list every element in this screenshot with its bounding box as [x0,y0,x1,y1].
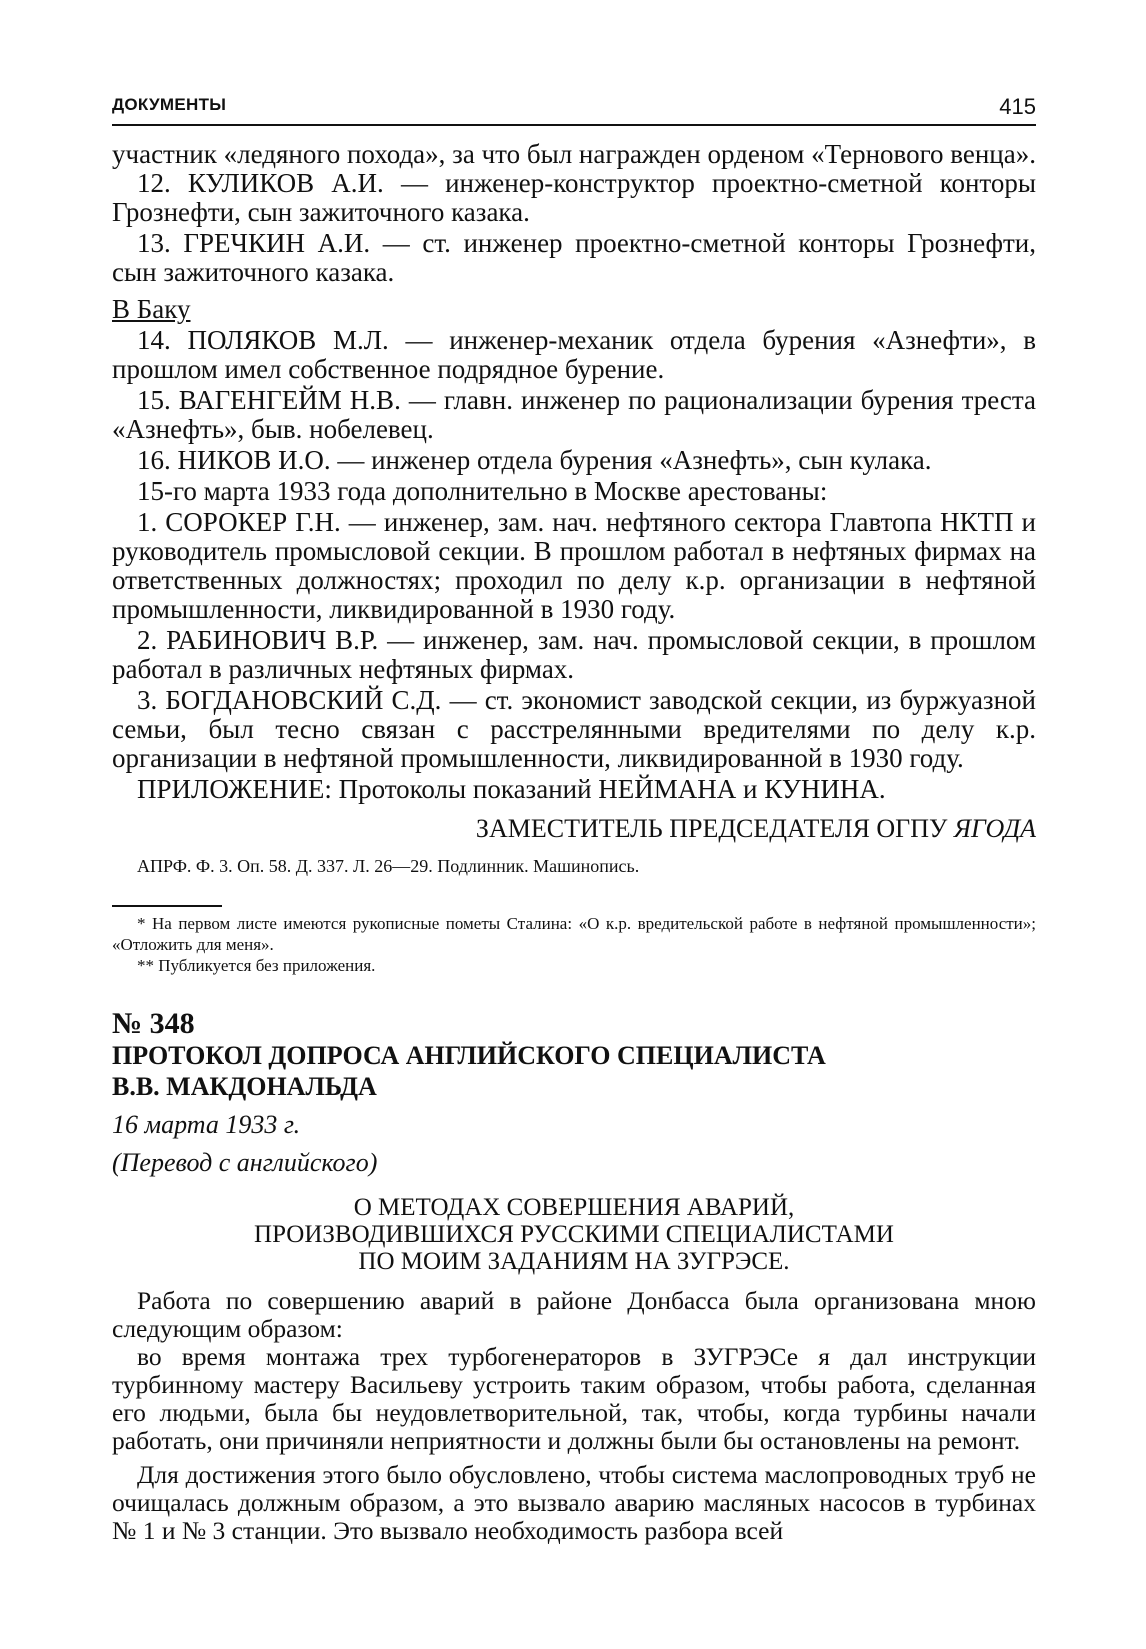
march-intro: 15-го марта 1933 года дополнительно в Москве арестованы: [137,476,828,506]
appendix-line: ПРИЛОЖЕНИЕ: Протоколы показаний НЕЙМАНА и КУНИНА. [137,774,886,804]
list-item: 2. РАБИНОВИЧ В.Р. — инженер, зам. нач. промысловой секции, в прошлом работал в различных нефтяных фирмах. [112,625,1036,684]
running-head-section: ДОКУМЕНТЫ [112,95,227,114]
document-title [112,1040,1036,1102]
list-item: 12. КУЛИКОВ А.И. — инженер-конструктор проектно-сметной конторы Грознефти, сын зажиточного казака. [112,168,1036,227]
section-heading-line: ПРОИЗВОДИВШИХСЯ РУССКИМИ СПЕЦИАЛИСТАМИ [254,1221,894,1248]
section-heading [112,1194,1036,1275]
body-paragraph: Для достижения этого было обусловлено, чтобы система маслопроводных труб не очищалась должным образом, а это вызвало аварию масляных насосов в турбинах № 1 и № 3 станции. Это вызвало необходимость разбора всей [112,1460,1036,1545]
document-title-line: ПРОТОКОЛ ДОПРОСА АНГЛИЙСКОГО СПЕЦИАЛИСТА [112,1041,826,1070]
signature-title: ЗАМЕСТИТЕЛЬ ПРЕДСЕДАТЕЛЯ ОГПУ [475,814,948,843]
page-number: 415 [999,94,1036,119]
arrest-list-grozny [112,169,1036,287]
list-item: 16. НИКОВ И.О. — инженер отдела бурения «Азнефть», сын кулака. [137,445,932,475]
list-item: 3. БОГДАНОВСКИЙ С.Д. — ст. экономист заводской секции, из буржуазной семьи, был тесно связан с расстрелянными вредителями по делу к.р. организации в нефтяной промышленности, ликвидированной в 1930 году. [112,685,1036,773]
document-title-line: В.В. МАКДОНАЛЬДА [112,1072,377,1101]
body-paragraph: во время монтажа трех турбогенераторов в ЗУГРЭСе я дал инструкции турбинному мастеру Васильеву устроить таким образом, чтобы работа, сделанная его людьми, была бы неудовлетворительной, так, чтобы, когда турбины начали работать, они причиняли неприятности и должны были бы остановлены на ремонт. [112,1342,1036,1455]
list-item: 13. ГРЕЧКИН А.И. — ст. инженер проектно-сметной конторы Грознефти, сын зажиточного казака. [112,228,1036,287]
running-head [112,92,1036,126]
baku-heading: В Баку [112,294,191,324]
signature [112,814,1036,843]
section-heading-line: О МЕТОДАХ СОВЕРШЕНИЯ АВАРИЙ, [353,1194,795,1221]
footnote: ** Публикуется без приложения. [137,956,376,975]
document-date: 16 марта 1933 г. [112,1110,301,1139]
list-item: 15. ВАГЕНГЕЙМ Н.В. — главн. инженер по рационализации бурения треста «Азнефть», быв. нобелевец. [112,385,1036,444]
translation-note: (Перевод с английского) [112,1148,378,1177]
signature-name: ЯГОДА [953,814,1036,843]
arrest-list-baku [112,326,1036,475]
footnote: * На первом листе имеются рукописные пометы Сталина: «О к.р. вредительской работе в нефтяной промышленности»; «Отложить для меня». [112,914,1036,954]
document-page [112,92,1036,1545]
archive-source: АПРФ. Ф. 3. Оп. 58. Д. 337. Л. 26—29. Подлинник. Машинопись. [137,856,640,876]
list-item: 1. СОРОКЕР Г.Н. — инженер, зам. нач. нефтяного сектора Главтопа НКТП и руководитель промысловой секции. В прошлом работал в нефтяных фирмах на ответственных должностях; проходил по делу к.р. организации в нефтяной промышленности, ликвидированной в 1930 году. [112,507,1036,624]
footnote-divider [112,905,222,907]
section-heading-line: ПО МОИМ ЗАДАНИЯМ НА ЗУГРЭСЕ. [358,1248,790,1275]
body-paragraph: Работа по совершению аварий в районе Донбасса была организована мною следующим образом: [112,1286,1036,1343]
document-number: № 348 [112,1007,195,1040]
list-item: 14. ПОЛЯКОВ М.Л. — инженер-механик отдела бурения «Азнефти», в прошлом имел собственное подрядное бурение. [112,325,1036,384]
continued-paragraph: участник «ледяного похода», за что был награжден орденом «Тернового венца». [112,139,1036,169]
arrest-list-moscow [112,508,1036,773]
